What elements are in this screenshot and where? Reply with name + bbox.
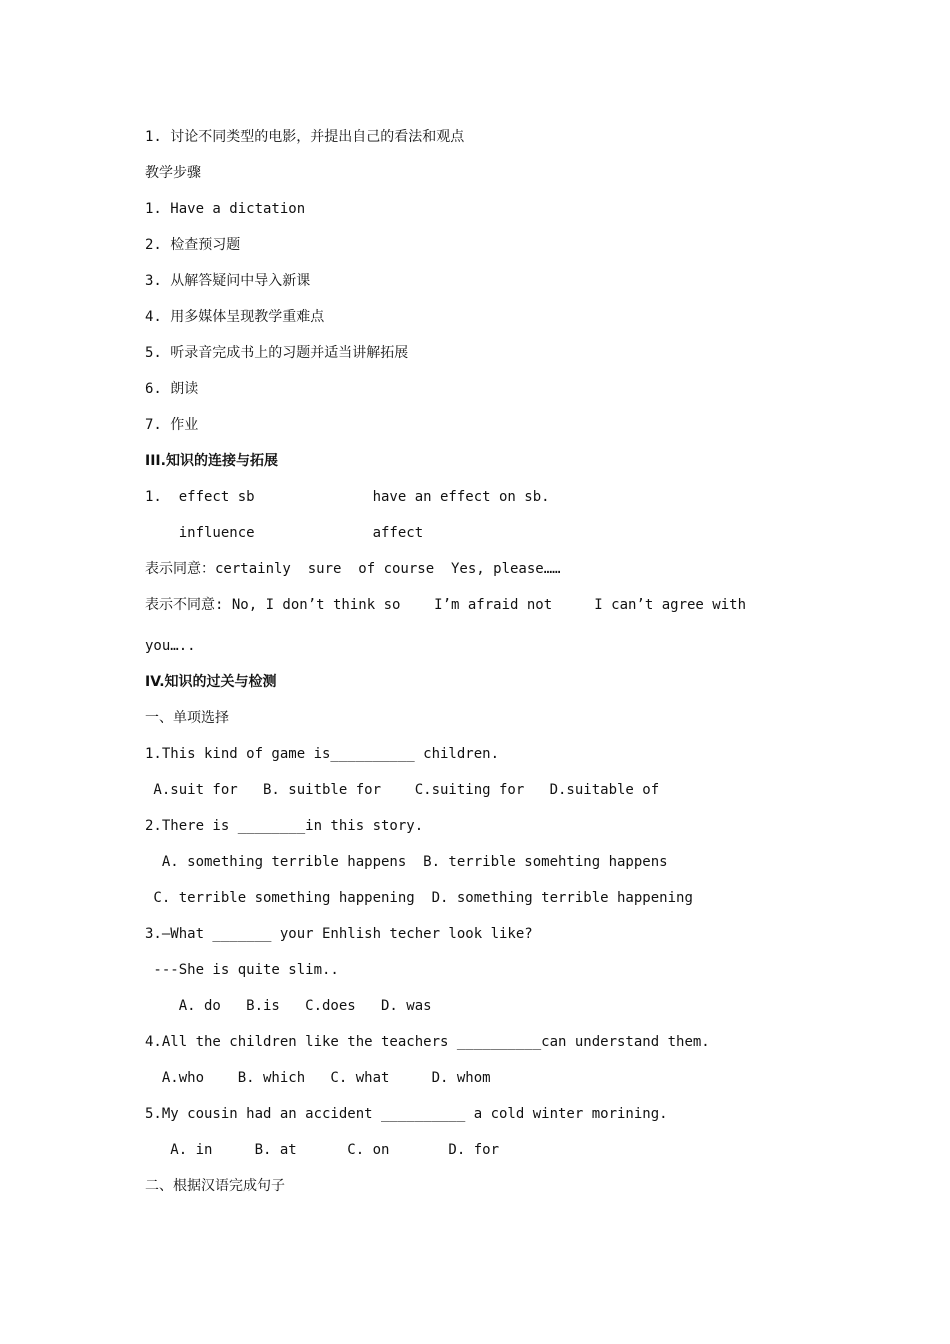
- text-line: 1. effect sb have an effect on sb.: [145, 489, 550, 505]
- question-line: 2.There is ________in this story.: [145, 818, 424, 834]
- step-line: 1. Have a dictation: [145, 201, 306, 217]
- text-line: 表示同意：certainly sure of course Yes, please……: [145, 561, 561, 577]
- options-line: C. terrible something happening D. something terrible happening: [145, 890, 693, 906]
- step-line: 7. 作业: [145, 417, 199, 433]
- options-line: A. something terrible happens B. terrible somehting happens: [145, 854, 668, 870]
- section-heading: IV.知识的过关与检测: [145, 674, 277, 690]
- section-heading: III.知识的连接与拓展: [145, 453, 278, 469]
- text-line: you…..: [145, 638, 196, 654]
- subsection-heading: 二、根据汉语完成句子: [145, 1178, 285, 1194]
- step-line: 6. 朗读: [145, 381, 199, 397]
- step-line: 4. 用多媒体呈现教学重难点: [145, 309, 325, 325]
- teaching-steps-heading: 教学步骤: [145, 165, 201, 181]
- step-line: 3. 从解答疑问中导入新课: [145, 273, 311, 289]
- question-line: 5.My cousin had an accident __________ a cold winter morining.: [145, 1106, 668, 1122]
- objective-line: 1. 讨论不同类型的电影，并提出自己的看法和观点: [145, 129, 465, 145]
- options-line: A. do B.is C.does D. was: [145, 998, 432, 1014]
- question-line: 3.—What _______ your Enhlish techer look like?: [145, 926, 533, 942]
- options-line: A.suit for B. suitble for C.suiting for D.suitable of: [145, 782, 660, 798]
- options-line: A. in B. at C. on D. for: [145, 1142, 500, 1158]
- question-line: 4.All the children like the teachers __________can understand them.: [145, 1034, 710, 1050]
- subsection-heading: 一、单项选择: [145, 710, 229, 726]
- text-line: 表示不同意: No, I don’t think so I’m afraid not I can’t agree with: [145, 597, 747, 613]
- step-line: 2. 检查预习题: [145, 237, 241, 253]
- question-line: 1.This kind of game is__________ children.: [145, 746, 500, 762]
- text-line: ---She is quite slim..: [145, 962, 339, 978]
- text-line: influence affect: [145, 525, 424, 541]
- step-line: 5. 听录音完成书上的习题并适当讲解拓展: [145, 345, 409, 361]
- options-line: A.who B. which C. what D. whom: [145, 1070, 491, 1086]
